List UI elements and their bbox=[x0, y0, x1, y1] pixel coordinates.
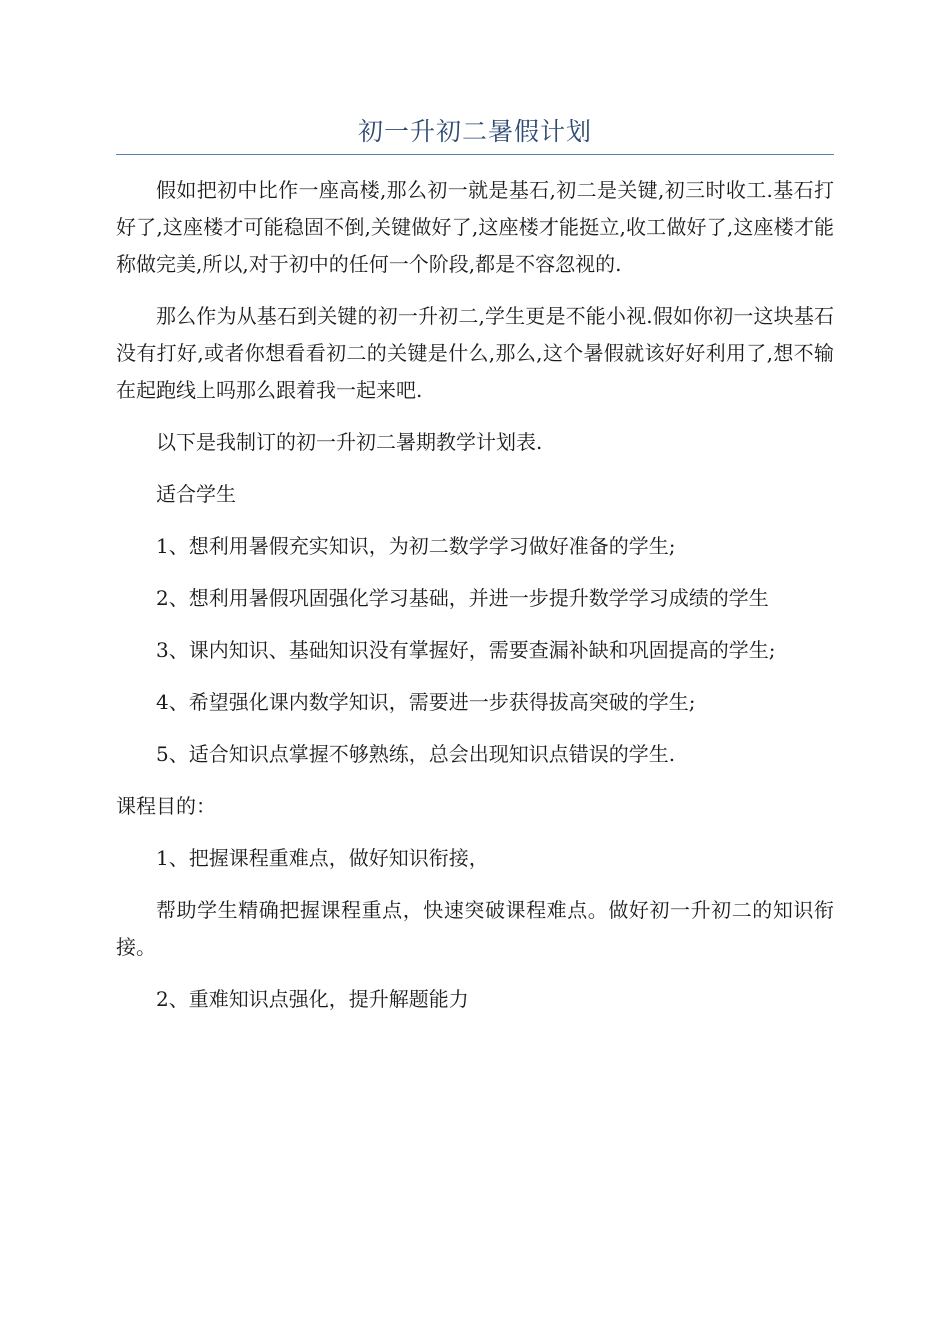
document-title: 初一升初二暑假计划 bbox=[357, 117, 592, 146]
list-item: 1、把握课程重难点，做好知识衔接， bbox=[156, 846, 489, 870]
list-item: 3、课内知识、基础知识没有掌握好，需要查漏补缺和巩固提高的学生; bbox=[156, 638, 776, 662]
list-item: 4、希望强化课内数学知识，需要进一步获得拔高突破的学生; bbox=[156, 690, 696, 714]
section-heading-students: 适合学生 bbox=[156, 482, 236, 506]
section-heading-goals: 课程目的： bbox=[116, 794, 216, 818]
list-item: 1、想利用暑假充实知识，为初二数学学习做好准备的学生; bbox=[156, 534, 676, 558]
paragraph-plan-intro: 以下是我制订的初一升初二暑期教学计划表. bbox=[156, 430, 543, 454]
paragraph-transition: 那么作为从基石到关键的初一升初二,学生更是不能小视.假如你初一这块基石没有打好,或者你想看看初二的关键是什么,那么,这个暑假就该好好利用了,想不输在起跑线上吗那么跟着我一起来吧. bbox=[116, 304, 834, 402]
paragraph-goal-detail: 帮助学生精确把握课程重点，快速突破课程难点。做好初一升初二的知识衔接。 bbox=[116, 898, 834, 959]
document-body bbox=[116, 172, 834, 1033]
list-item: 2、想利用暑假巩固强化学习基础，并进一步提升数学学习成绩的学生 bbox=[156, 586, 769, 610]
list-item: 5、适合知识点掌握不够熟练，总会出现知识点错误的学生. bbox=[156, 742, 676, 766]
list-item: 2、重难知识点强化，提升解题能力 bbox=[156, 987, 469, 1011]
title-underline bbox=[116, 154, 834, 155]
paragraph-intro: 假如把初中比作一座高楼,那么初一就是基石,初二是关键,初三时收工.基石打好了,这座楼才可能稳固不倒,关键做好了,这座楼才能挺立,收工做好了,这座楼才能称做完美,所以,对于初中的任何一个阶段,都是不容忽视的. bbox=[116, 178, 834, 276]
